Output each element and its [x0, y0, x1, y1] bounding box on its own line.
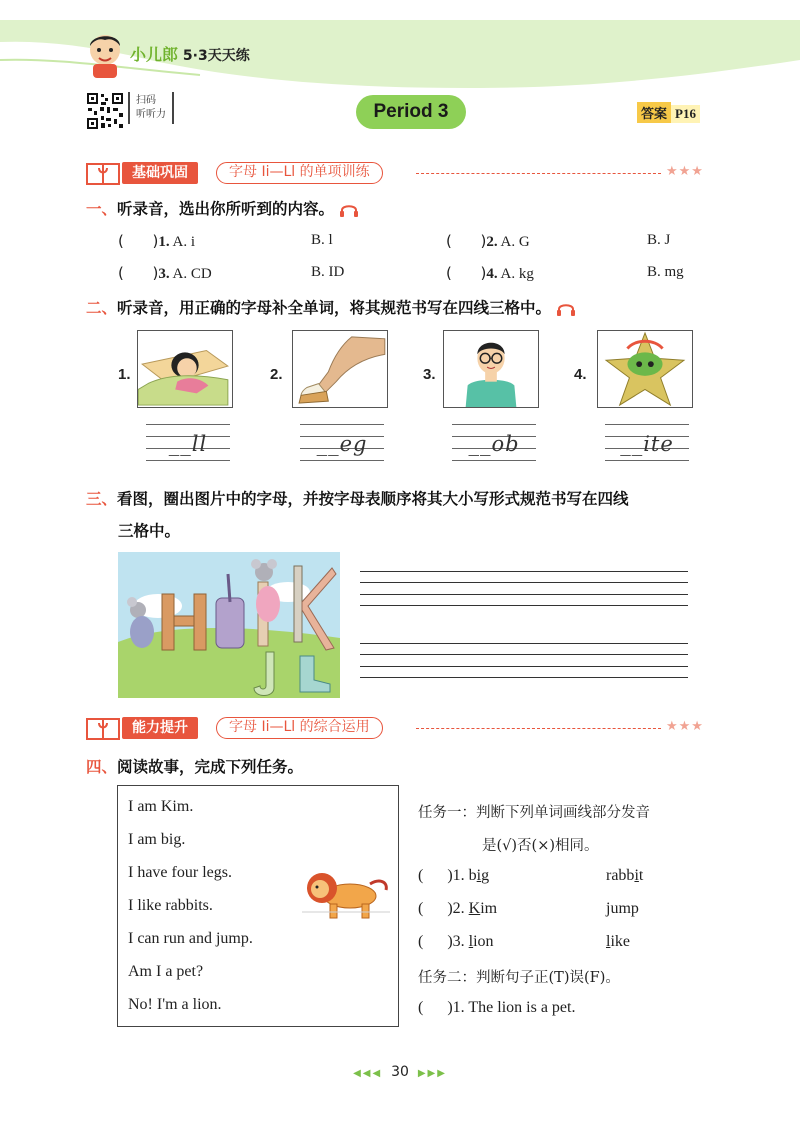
answer-blank[interactable]: ( ) [446, 232, 487, 250]
option-a: A. kg [500, 266, 534, 282]
word-1: big [468, 867, 490, 884]
word-1: Kim [468, 900, 498, 917]
question-3-title-continued: 三格中。 [118, 522, 181, 540]
option-a: A. G [500, 234, 530, 250]
four-line-grid[interactable] [605, 424, 689, 466]
question-number: 三、 [86, 490, 118, 508]
q1-item-1-option-b: B. l [311, 232, 333, 248]
partial-word: __ll [168, 432, 208, 456]
picture-number: 2. [270, 366, 283, 383]
answer-page: P16 [671, 105, 700, 123]
question-text: 阅读故事，完成下列任务。 [117, 758, 304, 776]
item-number: 3. [158, 266, 170, 282]
open-book-icon [86, 715, 120, 741]
writing-line[interactable] [360, 666, 688, 667]
right-arrows-icon: ▶▶▶ [417, 1068, 447, 1079]
task-1-item [418, 900, 497, 918]
open-book-icon [86, 160, 120, 186]
q1-item-3-option-b: B. ID [311, 264, 345, 280]
story-line: I am Kim. [128, 798, 194, 815]
option-a: A. CD [172, 266, 212, 282]
task-2-item [418, 999, 575, 1017]
writing-line[interactable] [360, 594, 688, 595]
story-box [117, 785, 399, 1027]
answer-blank[interactable]: ( ) [446, 264, 487, 282]
four-line-grid[interactable] [300, 424, 384, 466]
four-line-grid[interactable] [146, 424, 230, 466]
section-divider [416, 173, 661, 174]
section-subtitle: 字母 Ii—Ll 的单项训练 [216, 162, 383, 184]
story-line: I have four legs. [128, 864, 232, 881]
writing-line[interactable] [360, 582, 688, 583]
story-line: I like rabbits. [128, 897, 213, 914]
picture-number: 4. [574, 366, 587, 383]
writing-line[interactable] [360, 605, 688, 606]
section-subtitle: 字母 Ii—Ll 的综合运用 [216, 717, 383, 739]
answer-page-reference[interactable] [637, 102, 700, 122]
kite-picture [597, 330, 693, 408]
leg-picture [292, 330, 388, 408]
lion-picture [300, 864, 392, 922]
question-4-title [86, 755, 303, 777]
page-number: 30 [391, 1064, 409, 1080]
item-number: 4. [486, 266, 498, 282]
story-line: No! I'm a lion. [128, 996, 222, 1013]
section-basic-bar [86, 160, 714, 186]
picture-number: 1. [118, 366, 131, 383]
answer-blank[interactable]: ( ) [118, 264, 159, 282]
answer-blank[interactable]: ( ) [418, 867, 453, 884]
picture-number: 3. [423, 366, 436, 383]
q1-item-2 [446, 232, 530, 251]
partial-word: __ob [468, 432, 520, 456]
question-2-title [86, 296, 576, 318]
question-text: 听录音，用正确的字母补全单词，将其规范书写在四线三格中。 [117, 299, 552, 317]
q1-item-4-option-b: B. mg [647, 264, 684, 280]
scan-line-2: 听听力 [136, 109, 166, 120]
section-tag: 基础巩固 [122, 162, 198, 184]
boy-mascot-icon [84, 30, 126, 78]
section-divider [416, 728, 661, 729]
writing-line[interactable] [360, 571, 688, 572]
item-number: 2. [486, 234, 498, 250]
task-2-title: 任务二：判断句子正(T)误(F)。 [418, 970, 620, 986]
word-2: rabbit [606, 867, 644, 884]
q1-item-1 [118, 232, 195, 251]
q1-item-2-option-b: B. J [647, 232, 671, 248]
question-text: 听录音，选出你所听到的内容。 [117, 200, 335, 218]
left-arrows-icon: ◀◀◀ [353, 1068, 383, 1079]
page-footer [0, 1064, 800, 1080]
question-text: 看图，圈出图片中的字母，并按字母表顺序将其大小写形式规范书写在四线 [117, 490, 629, 508]
q1-item-4 [446, 264, 534, 283]
task-1-title: 任务一：判断下列单词画线部分发音 [418, 805, 650, 821]
task-1-item [418, 867, 489, 885]
qr-code-icon[interactable] [86, 92, 124, 130]
partial-word: __eg [316, 432, 368, 456]
partial-word: __ite [620, 432, 674, 456]
answer-blank[interactable]: ( ) [418, 999, 453, 1016]
section-tag: 能力提升 [122, 717, 198, 739]
writing-line[interactable] [360, 654, 688, 655]
sick-girl-in-bed-picture [137, 330, 233, 408]
writing-line[interactable] [360, 677, 688, 678]
word-2: like [606, 933, 630, 950]
answer-blank[interactable]: ( ) [418, 933, 453, 950]
question-number: 二、 [86, 299, 118, 317]
item-number: 1. [452, 867, 465, 884]
word-1: lion [468, 933, 494, 950]
item-number: 3. [452, 933, 465, 950]
question-3-title [86, 487, 629, 509]
item-number: 1. [158, 234, 170, 250]
writing-line[interactable] [360, 643, 688, 644]
answer-blank[interactable]: ( ) [418, 900, 453, 917]
story-line: I can run and jump. [128, 930, 253, 947]
question-1-title [86, 197, 359, 219]
difficulty-stars: ★★★ [666, 164, 704, 179]
statement: The lion is a pet. [468, 999, 576, 1016]
story-line: Am I a pet? [128, 963, 204, 980]
boy-with-glasses-picture [443, 330, 539, 408]
answer-label: 答案 [637, 102, 671, 123]
headphone-icon[interactable] [556, 300, 576, 318]
brand-title [130, 42, 250, 65]
headphone-icon[interactable] [339, 201, 359, 219]
four-line-grid[interactable] [452, 424, 536, 466]
brand-logo: 小儿郎 [130, 45, 179, 64]
option-a: A. i [172, 234, 195, 250]
brand-series: 5·3天天练 [182, 48, 250, 64]
question-number: 四、 [86, 758, 118, 776]
item-number: 2. [452, 900, 465, 917]
story-line: I am big. [128, 831, 186, 848]
difficulty-stars: ★★★ [666, 719, 704, 734]
question-number: 一、 [86, 200, 118, 218]
q1-item-3 [118, 264, 212, 283]
item-number: 1. [452, 999, 465, 1016]
word-2: jump [606, 900, 639, 917]
period-title: Period 3 [356, 95, 466, 129]
section-ability-bar [86, 715, 714, 741]
answer-blank[interactable]: ( ) [118, 232, 159, 250]
mice-with-hidden-letters-picture[interactable] [118, 552, 340, 698]
scan-line-1: 扫码 [136, 95, 156, 106]
task-1-title-continued: 是(√)否(×)相同。 [482, 838, 599, 854]
task-1-item [418, 933, 494, 951]
scan-to-listen-label [128, 92, 174, 124]
